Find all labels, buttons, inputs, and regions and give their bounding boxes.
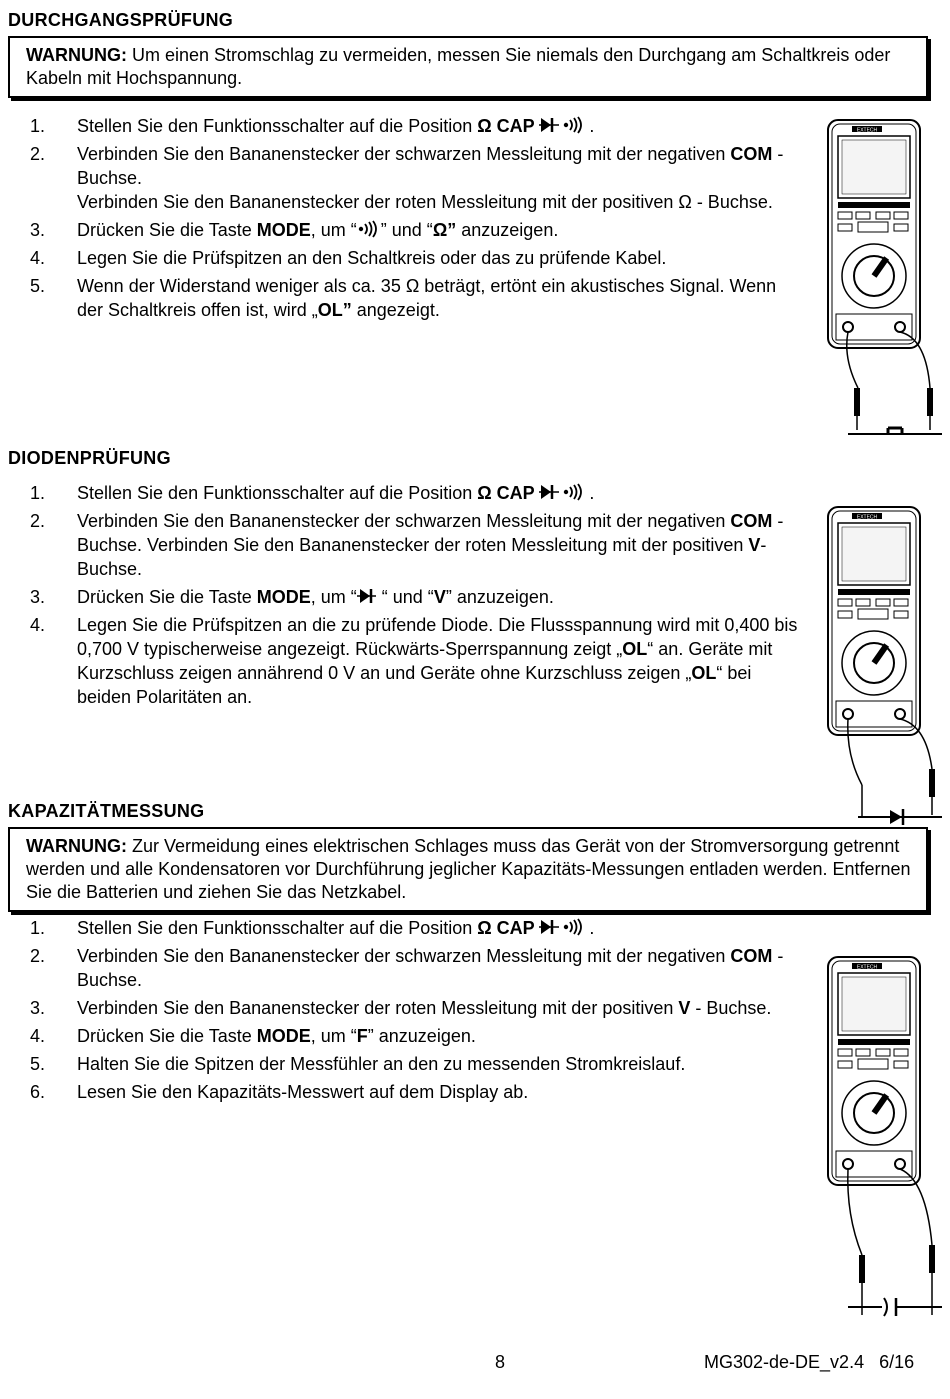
diode-beep-icon bbox=[539, 483, 589, 501]
warning-text: Um einen Stromschlag zu vermeiden, messen Sie niemals den Durchgang am Schaltkreis oder Kabeln mit Hochspannung. bbox=[26, 45, 891, 88]
meter-brand: EXTECH bbox=[856, 964, 878, 971]
diode-beep-icon bbox=[539, 918, 589, 936]
section-title-continuity: DURCHGANGSPRÜFUNG bbox=[8, 10, 234, 30]
list-item: 1. Stellen Sie den Funktionsschalter auf die Position Ω CAP . bbox=[30, 918, 595, 938]
steps-capacitance bbox=[0, 916, 800, 1108]
list-item: 3. Verbinden Sie den Bananenstecker der roten Messleitung mit der positiven V - Buchse. bbox=[30, 998, 772, 1018]
list-item: 4. Drücken Sie die Taste MODE, um “F” anzuzeigen. bbox=[30, 1026, 476, 1046]
steps-continuity bbox=[0, 114, 800, 326]
list-item: 6. Lesen Sie den Kapazitäts-Messwert auf dem Display ab. bbox=[30, 1082, 529, 1102]
beep-icon bbox=[357, 220, 381, 238]
diode-beep-icon bbox=[539, 116, 589, 134]
multimeter-capacitance-illustration bbox=[818, 955, 943, 1325]
list-item: 2. Verbinden Sie den Bananenstecker der schwarzen Messleitung mit der negativen COM -Buchse. Verbinden Sie den Bananenstecker der roten Messleitung mit der positiven Ω - Buchse. bbox=[30, 144, 784, 212]
list-item: 3. Drücken Sie die Taste MODE, um “ “ und “V” anzuzeigen. bbox=[30, 587, 554, 607]
multimeter-diode-illustration bbox=[818, 505, 943, 830]
document-id: MG302-de-DE_v2.4 6/16 bbox=[704, 1352, 915, 1372]
warning-text: Zur Vermeidung eines elektrischen Schlages muss das Gerät von der Stromversorgung getrennt werden und alle Kondensatoren vor Durchführung jeglicher Kapazitäts-Messungen entladen werden. Entfernen Sie die Batterien und ziehen Sie das Netzkabel. bbox=[26, 836, 911, 902]
list-item: 1. Stellen Sie den Funktionsschalter auf die Position Ω CAP . bbox=[30, 116, 595, 136]
multimeter-continuity-illustration bbox=[818, 118, 943, 448]
section-title-capacitance: KAPAZITÄTMESSUNG bbox=[8, 801, 205, 821]
list-item: 4. Legen Sie die Prüfspitzen an den Schaltkreis oder das zu prüfende Kabel. bbox=[30, 248, 667, 268]
warning-label: WARNUNG: bbox=[26, 836, 127, 856]
diode-icon bbox=[357, 587, 377, 605]
list-item: 3. Drücken Sie die Taste MODE, um “ ” und “Ω” anzuzeigen. bbox=[30, 220, 559, 240]
list-item: 5. Halten Sie die Spitzen der Messfühler an den zu messenden Stromkreislauf. bbox=[30, 1054, 686, 1074]
section-title-diode: DIODENPRÜFUNG bbox=[8, 448, 171, 468]
list-item: 2. Verbinden Sie den Bananenstecker der schwarzen Messleitung mit der negativen COM -Buchse. Verbinden Sie den Bananenstecker der roten Messleitung mit der positiven V-Buchse. bbox=[30, 511, 784, 579]
warning-box-continuity bbox=[8, 36, 928, 98]
steps-diode bbox=[0, 481, 800, 713]
warning-box-capacitance bbox=[8, 827, 928, 912]
list-item: 1. Stellen Sie den Funktionsschalter auf die Position Ω CAP . bbox=[30, 483, 595, 503]
warning-label: WARNUNG: bbox=[26, 45, 127, 65]
meter-brand: EXTECH bbox=[856, 127, 878, 134]
list-item: 4. Legen Sie die Prüfspitzen an die zu prüfende Diode. Die Flussspannung wird mit 0,400 bis 0,700 V typischerweise angezeigt. Rückwärts-Sperrspannung zeigt „OL“ an. Geräte mit Kurzschluss zeigen annährend 0 V an und Geräte ohne Kurzschluss zeigen „OL“ bei beiden Polaritäten an. bbox=[30, 615, 798, 707]
meter-brand: EXTECH bbox=[856, 514, 878, 521]
page-number: 8 bbox=[495, 1352, 506, 1372]
list-item: 5. Wenn der Widerstand weniger als ca. 35 Ω beträgt, ertönt ein akustisches Signal. Wenn der Schaltkreis offen ist, wird „OL” angezeigt. bbox=[30, 276, 777, 320]
list-item: 2. Verbinden Sie den Bananenstecker der schwarzen Messleitung mit der negativen COM -Buchse. bbox=[30, 946, 784, 990]
